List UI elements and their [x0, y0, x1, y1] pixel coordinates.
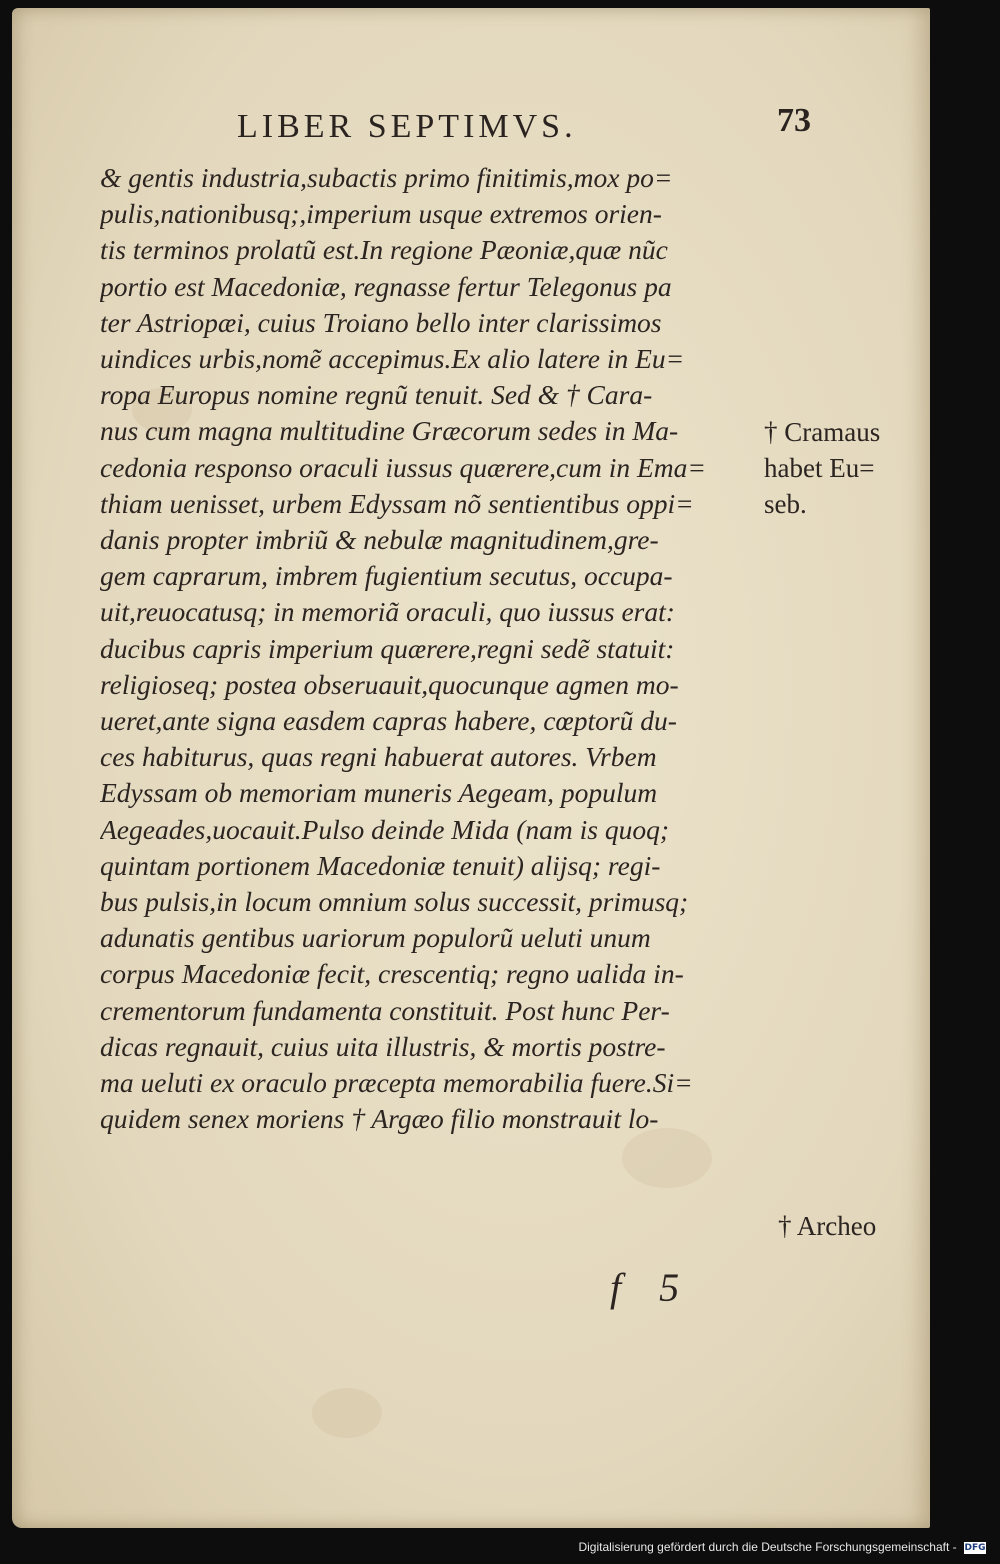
page-stain [312, 1388, 382, 1438]
text-line: thiam uenisset, urbem Edyssam nõ sentientibus oppi= [100, 487, 694, 519]
text-line: nus cum magna multitudine Græcorum sedes in Ma- [100, 415, 679, 447]
text-line: ropa Europus nomine regnũ tenuit. Sed & † Cara- [100, 379, 653, 411]
text-line: gem caprarum, imbrem fugientium secutus, occupa- [100, 560, 673, 592]
text-line: quintam portionem Macedoniæ tenuit) alijsq; regi- [100, 849, 661, 881]
text-line: adunatis gentibus uariorum populorũ ueluti unum [100, 922, 651, 954]
text-line: ueret,ante signa easdem capras habere, cœptorũ du- [100, 705, 677, 737]
text-line: pulis,nationibusq;,imperium usque extremos orien- [100, 198, 662, 230]
margin-note-line: † Cramaus [764, 417, 881, 447]
text-line: portio est Macedoniæ, regnasse fertur Telegonus pa [100, 270, 672, 302]
text-line: ma ueluti ex oraculo præcepta memorabilia fuere.Si= [100, 1067, 693, 1099]
margin-note-line: † Archeo [778, 1211, 877, 1241]
text-line: uit,reuocatusq; in memoriã oraculi, quo iussus erat: [100, 596, 675, 628]
digitization-credit [566, 1540, 986, 1560]
text-line: ducibus capris imperium quærere,regni sedẽ statuit: [100, 632, 675, 664]
text-line: ter Astriopæi, cuius Troiano bello inter clarissimos [100, 306, 662, 338]
text-line: & gentis industria,subactis primo finitimis,mox po= [100, 162, 673, 193]
text-line: danis propter imbriũ & nebulæ magnitudinem,gre- [100, 524, 659, 556]
text-line: bus pulsis,in locum omnium solus successit, primusq; [100, 886, 689, 918]
text-line: crementorum fundamenta constituit. Post hunc Per- [100, 994, 670, 1026]
margin-note-line: habet Eu= [764, 453, 875, 483]
credit-text: Digitalisierung gefördert durch die Deutsche Forschungsgemeinschaft - [578, 1540, 957, 1554]
text-line: corpus Macedoniæ fecit, crescentiq; regno ualida in- [100, 958, 684, 990]
text-line: cedonia responso oraculi iussus quærere,cum in Ema= [100, 451, 706, 483]
page-header [12, 102, 930, 164]
signature-mark: f 5 [610, 1265, 694, 1310]
text-line: Aegeades,uocauit.Pulso deinde Mida (nam is quoq; [100, 813, 669, 845]
text-line: tis terminos prolatũ est.In regione Pæoniæ,quæ nũc [100, 234, 668, 266]
margin-note-line: seb. [764, 489, 807, 519]
running-head: LIBER SEPTIMVS. [237, 108, 577, 145]
dfg-logo-icon: DFG [964, 1542, 986, 1553]
text-line: Edyssam ob memoriam muneris Aegeam, populum [100, 777, 658, 809]
margin-note-cramaus [764, 414, 924, 522]
text-line: ces habiturus, quas regni habuerat autores. Vrbem [100, 741, 657, 773]
text-line: uindices urbis,nomẽ accepimus.Ex alio latere in Eu= [100, 343, 685, 375]
page-number: 73 [777, 102, 811, 139]
margin-note-archeo [778, 1208, 928, 1244]
text-line: dicas regnauit, cuius uita illustris, & mortis postre- [100, 1030, 666, 1062]
main-text [100, 160, 768, 1137]
book-page [12, 8, 930, 1528]
text-line: quidem senex moriens † Argæo filio monstrauit lo- [100, 1103, 659, 1135]
text-line: religioseq; postea obseruauit,quocunque agmen mo- [100, 668, 679, 700]
